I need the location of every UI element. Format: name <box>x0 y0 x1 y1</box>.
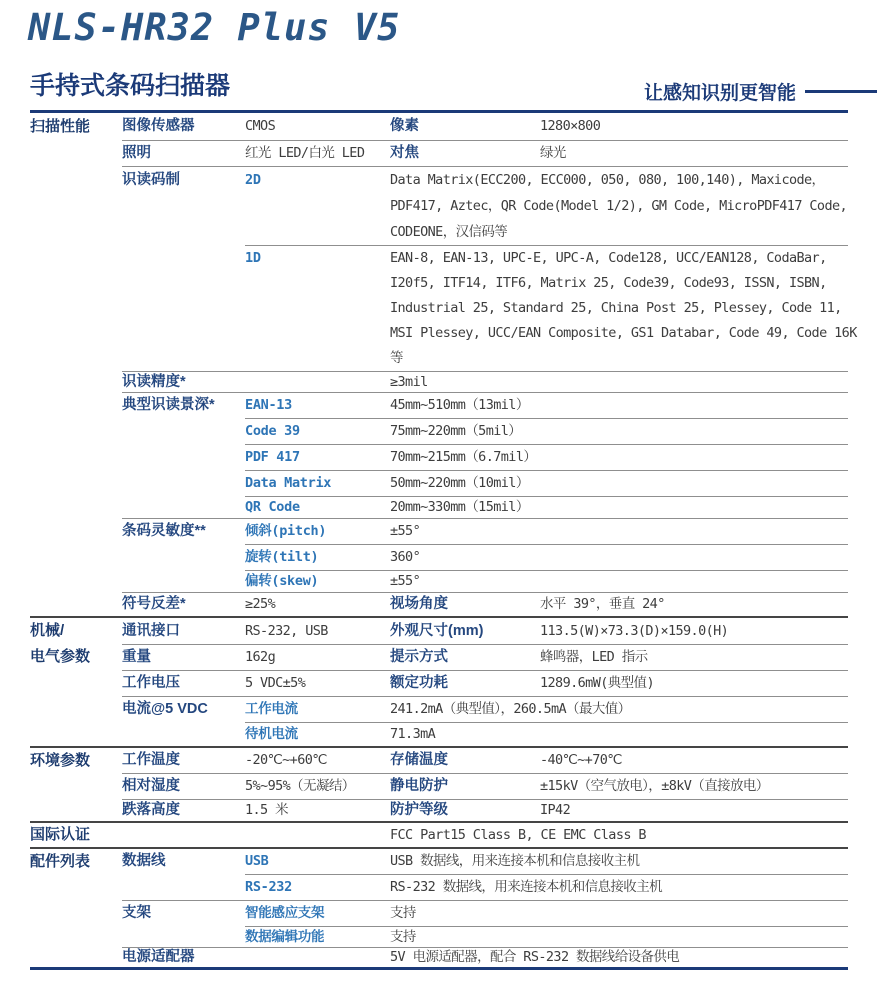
row-sensitivity-pitch <box>30 519 848 544</box>
symbology-1d-line: 等 <box>390 350 403 366</box>
temp-value: -20℃~+60℃ <box>245 752 327 768</box>
row-humidity <box>30 774 848 799</box>
dof-name: PDF 417 <box>245 449 300 465</box>
row-sensitivity-tilt <box>30 545 848 570</box>
brand-tagline-text: 让感知识别更智能 <box>643 83 796 104</box>
row-stand-smart <box>30 901 848 926</box>
row-power-adapter <box>30 948 848 967</box>
symbology-2d-line: PDF417, Aztec，QR Code(Model 1/2), GM Code, MicroPDF417 Code, <box>390 198 848 214</box>
sensitivity-value: ±55° <box>390 573 421 589</box>
certification-value: FCC Part15 Class B, CE EMC Class B <box>390 827 646 843</box>
symbology-1d-line: MSI Plessey, UCC/EAN Composite, GS1 Databar, Code 49, Code 16K <box>390 325 857 341</box>
symbology-1d-line: Industrial 25, Standard 25, China Post 25, Plessey, Code 11, <box>390 300 842 316</box>
image-sensor-label: 图像传感器 <box>122 118 195 134</box>
humidity-value: 5%~95%（无凝结） <box>245 778 355 794</box>
cable-desc: USB 数据线，用来连接本机和信息接收主机 <box>390 853 640 869</box>
storage-temp-value: -40℃~+70℃ <box>540 752 622 768</box>
current-name: 待机电流 <box>245 726 298 742</box>
symbology-2d-label: 2D <box>245 172 261 188</box>
dof-name: QR Code <box>245 499 300 515</box>
dof-name: Data Matrix <box>245 475 332 491</box>
notification-value: 蜂鸣器，LED 指示 <box>540 649 648 665</box>
category-line: 机械/ <box>30 622 65 639</box>
interface-value: RS-232, USB <box>245 623 328 639</box>
category-accessories: 配件列表 <box>30 853 91 870</box>
voltage-value: 5 VDC±5% <box>245 675 306 691</box>
stand-name: 数据编辑功能 <box>245 929 325 945</box>
table-bottom-rule <box>30 967 848 970</box>
voltage-label: 工作电压 <box>122 675 180 691</box>
row-stand-dataedit <box>30 927 848 947</box>
row-operating-temp <box>30 748 848 773</box>
row-weight <box>30 645 848 670</box>
notification-label: 提示方式 <box>390 649 448 665</box>
adapter-value: 5V 电源适配器，配合 RS-232 数据线给设备供电 <box>390 949 680 965</box>
sensitivity-name: 倾斜(pitch) <box>245 523 327 539</box>
row-contrast <box>30 593 848 616</box>
precision-value: ≥3mil <box>390 374 428 390</box>
row-dof-pdf417 <box>30 445 848 470</box>
row-cable-usb <box>30 849 848 874</box>
symbology-2d-list <box>390 167 847 245</box>
pixels-value: 1280×800 <box>540 118 601 134</box>
row-cable-rs232 <box>30 875 848 900</box>
drop-value: 1.5 米 <box>245 802 289 818</box>
stand-desc: 支持 <box>390 929 416 945</box>
dof-value: 70mm~215mm（6.7mil） <box>390 449 537 465</box>
cable-name: RS-232 <box>245 879 292 895</box>
category-line: 电气参数 <box>30 648 91 665</box>
stand-desc: 支持 <box>390 905 416 921</box>
power-value: 1289.6mW(典型值) <box>540 675 654 691</box>
ip-value: IP42 <box>540 802 571 818</box>
product-title: NLS-HR32 Plus V5 <box>28 6 401 49</box>
tagline-dash-line <box>805 90 877 93</box>
illumination-value: 红光 LED/白光 LED <box>245 145 365 161</box>
dof-value: 75mm~220mm（5mil） <box>390 423 522 439</box>
adapter-label: 电源适配器 <box>122 949 195 965</box>
fov-value: 水平 39°，垂直 24° <box>540 596 665 612</box>
current-label: 电流@5 VDC <box>122 701 208 717</box>
cable-desc: RS-232 数据线，用来连接本机和信息接收主机 <box>390 879 662 895</box>
drop-label: 跌落高度 <box>122 802 180 818</box>
power-label: 额定功耗 <box>390 675 448 691</box>
row-voltage <box>30 671 848 696</box>
image-sensor-value: CMOS <box>245 118 276 134</box>
storage-temp-label: 存储温度 <box>390 752 448 768</box>
row-dof-datamatrix <box>30 471 848 496</box>
row-symbology-1d <box>30 246 857 371</box>
sensitivity-name: 旋转(tilt) <box>245 549 319 565</box>
illumination-label: 照明 <box>122 145 151 161</box>
current-value: 241.2mA（典型值），260.5mA（最大值） <box>390 701 631 717</box>
dof-value: 20mm~330mm（15mil） <box>390 499 529 515</box>
category-certification: 国际认证 <box>30 826 91 843</box>
current-name: 工作电流 <box>245 701 298 717</box>
row-precision <box>30 372 848 392</box>
contrast-label: 符号反差* <box>122 596 186 612</box>
weight-value: 162g <box>245 649 276 665</box>
current-value: 71.3mA <box>390 726 436 742</box>
category-scan-performance: 扫描性能 <box>30 118 91 135</box>
humidity-label: 相对湿度 <box>122 778 180 794</box>
symbology-1d-line: I20f5, ITF14, ITF6, Matrix 25, Code39, Code93, ISSN, ISBN, <box>390 275 827 291</box>
row-dof-ean13 <box>30 393 848 418</box>
temp-label: 工作温度 <box>122 752 180 768</box>
row-drop <box>30 800 848 821</box>
esd-value: ±15kV（空气放电），±8kV（直接放电） <box>540 778 769 794</box>
fov-label: 视场角度 <box>390 596 448 612</box>
stand-label: 支架 <box>122 905 151 921</box>
row-illumination <box>30 141 848 166</box>
focus-value: 绿光 <box>540 145 566 161</box>
row-operating-current <box>30 697 848 722</box>
symbology-1d-line: EAN-8, EAN-13, UPC-E, UPC-A, Code128, UCC/EAN128, CodaBar, <box>390 250 827 266</box>
pixels-label: 像素 <box>390 118 419 134</box>
row-certification <box>30 823 848 847</box>
row-standby-current <box>30 723 848 746</box>
row-symbology-2d <box>30 167 848 245</box>
sensitivity-value: ±55° <box>390 523 421 539</box>
dimensions-value: 113.5(W)×73.3(D)×159.0(H) <box>540 623 729 639</box>
focus-label: 对焦 <box>390 145 419 161</box>
dof-value: 45mm~510mm（13mil） <box>390 397 529 413</box>
category-environment: 环境参数 <box>30 752 91 769</box>
weight-label: 重量 <box>122 649 151 665</box>
row-dof-qrcode <box>30 497 848 518</box>
product-subtitle: 手持式条码扫描器 <box>30 72 231 100</box>
sensitivity-value: 360° <box>390 549 421 565</box>
ip-label: 防护等级 <box>390 802 448 818</box>
dof-value: 50mm~220mm（10mil） <box>390 475 529 491</box>
cable-label: 数据线 <box>122 853 166 869</box>
brand-tagline <box>644 78 877 105</box>
contrast-value: ≥25% <box>245 596 276 612</box>
dimensions-label: 外观尺寸(mm) <box>390 623 484 639</box>
spec-table <box>30 110 857 970</box>
row-image-sensor <box>30 113 848 140</box>
esd-label: 静电防护 <box>390 778 448 794</box>
row-sensitivity-skew <box>30 571 848 592</box>
cable-name: USB <box>245 853 269 869</box>
sensitivity-name: 偏转(skew) <box>245 573 319 589</box>
sensitivity-label: 条码灵敏度** <box>122 523 206 539</box>
symbology-2d-line: Data Matrix(ECC200, ECC000, 050, 080, 100,140), Maxicode， <box>390 172 825 188</box>
row-dof-code39 <box>30 419 848 444</box>
precision-label: 识读精度* <box>122 374 186 390</box>
stand-name: 智能感应支架 <box>245 905 325 921</box>
symbology-label: 识读码制 <box>122 172 180 188</box>
dof-name: Code 39 <box>245 423 300 439</box>
dof-name: EAN-13 <box>245 397 292 413</box>
dof-label: 典型识读景深* <box>122 397 215 413</box>
symbology-1d-list <box>390 246 857 371</box>
symbology-2d-line: CODEONE，汉信码等 <box>390 224 508 240</box>
symbology-1d-label: 1D <box>245 250 261 266</box>
interface-label: 通讯接口 <box>122 623 180 639</box>
